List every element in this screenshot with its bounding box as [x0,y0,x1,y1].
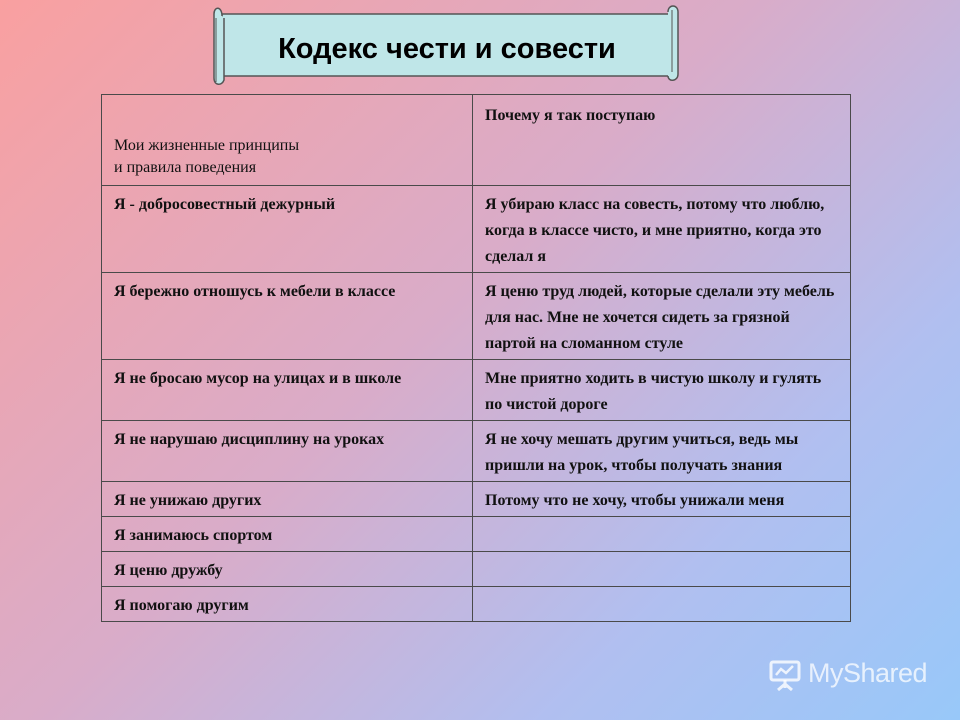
principle-cell: Я ценю дружбу [102,552,473,587]
header-reasons: Почему я так поступаю [473,95,851,186]
principle-cell: Я бережно отношусь к мебели в классе [102,273,473,360]
table-row [102,421,851,482]
principle-cell: Я занимаюсь спортом [102,517,473,552]
table-row [102,482,851,517]
reason-cell: Мне приятно ходить в чистую школу и гулять по чистой дороге [473,360,851,421]
reason-cell-empty [473,552,851,587]
title-banner [212,4,682,90]
reason-cell-empty [473,517,851,552]
page-title: Кодекс чести и совести [278,33,616,65]
presentation-board-icon [768,658,802,692]
principle-cell: Я - добросовестный дежурный [102,186,473,273]
reason-cell: Потому что не хочу, чтобы унижали меня [473,482,851,517]
watermark [768,656,948,694]
table-row [102,273,851,360]
header-principles-line-2: и правила поведения [114,159,257,176]
code-table [101,94,851,622]
table-row [102,587,851,622]
watermark-text: MyShared [808,658,928,688]
table-row [102,552,851,587]
table-row [102,517,851,552]
principle-cell: Я не унижаю других [102,482,473,517]
header-principles [102,95,473,186]
reason-cell: Я убираю класс на совесть, потому что люблю, когда в классе чисто, и мне приятно, когда это сделал я [473,186,851,273]
table-header-row [102,95,851,186]
principle-cell: Я помогаю другим [102,587,473,622]
header-principles-line-1: Мои жизненные принципы [114,137,300,154]
reason-cell: Я не хочу мешать другим учиться, ведь мы пришли на урок, чтобы получать знания [473,421,851,482]
table-row [102,360,851,421]
reason-cell-empty [473,587,851,622]
reason-cell: Я ценю труд людей, которые сделали эту мебель для нас. Мне не хочется сидеть за грязной партой на сломанном стуле [473,273,851,360]
principle-cell: Я не бросаю мусор на улицах и в школе [102,360,473,421]
table-row [102,186,851,273]
principle-cell: Я не нарушаю дисциплину на уроках [102,421,473,482]
